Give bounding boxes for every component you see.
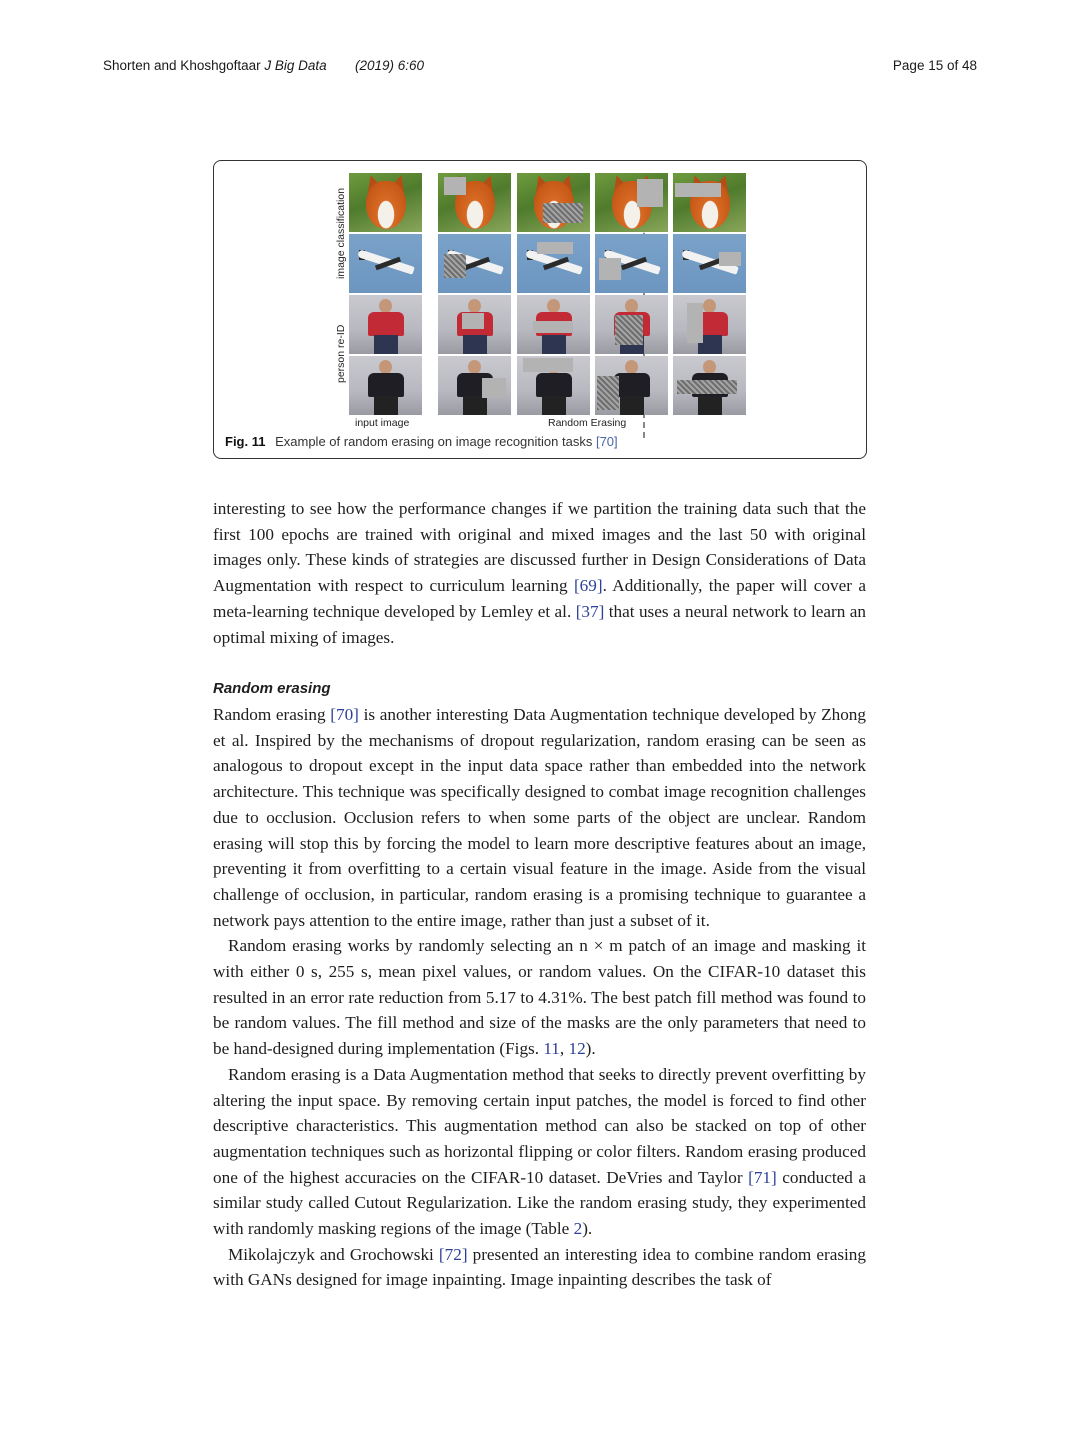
erased-person-image (673, 356, 746, 415)
erased-fox-image (673, 173, 746, 232)
figure-caption-text: Example of random erasing on image recognition tasks (275, 434, 593, 449)
header-citation (103, 58, 425, 73)
page-number: Page 15 of 48 (892, 58, 977, 73)
text-span: . Additionally, the paper will cover a meta-learning technique developed by Lemley et al. (213, 576, 866, 621)
text-span: presented an interesting idea to combine random erasing with GANs designed for image inpainting. Image inpainting describes the task of (213, 1244, 866, 1290)
text-span: ). (585, 1039, 596, 1059)
input-person-red-image (349, 295, 422, 354)
figure-link[interactable]: 12 (568, 1039, 586, 1059)
paragraph-3 (213, 933, 866, 1062)
row-label-person-reid: person re-ID (335, 324, 347, 383)
erased-plane-image (595, 234, 668, 293)
label-random-erasing: Random Erasing (548, 417, 627, 429)
text-span: Random erasing is a Data Augmentation method that seeks to directly prevent overfitting by altering the input space. By removing certain input patches, the model is forced to find other descriptive characteristics. This augmentation method can also be stacked on top of other augmentation techniques such as horizontal flipping or color filters. Random erasing produced one of the highest accuracies on the CIFAR-10 dataset. DeVries and Taylor (213, 1064, 866, 1187)
text-span: is another interesting Data Augmentation technique developed by Zhong et al. Inspired by the mechanisms of dropout regularization, random erasing can be seen as analogous to dropout except in the input data space rather than embedded into the network architecture. This technique was specifically designed to combat image recognition challenges due to occlusion. Occlusion refers to when some parts of the object are unclear. Random erasing will stop this by forcing the model to learn more descriptive features about an image, preventing it from overfitting to a certain visual feature in the image. Aside from the visual challenge of occlusion, in particular, random erasing is a promising technique to guarantee a network pays attention to the entire image, rather than just a subset of it. (213, 705, 866, 930)
label-input-image: input image (355, 417, 410, 429)
running-header (103, 58, 977, 78)
figure-caption-ref[interactable]: [70] (595, 434, 618, 449)
text-span: ). (582, 1219, 593, 1239)
text-span: Mikolajczyk and Grochowski (228, 1244, 439, 1264)
text-span: , (559, 1039, 569, 1059)
section-title: Random erasing (213, 680, 331, 697)
figure-11 (213, 160, 867, 459)
header-authors: Shorten and Khoshgoftaar (103, 58, 261, 73)
erased-person-image (517, 295, 590, 354)
header-year: (2019) 6:60 (355, 58, 425, 73)
erased-fox-image (595, 173, 668, 232)
erased-person-image (517, 356, 590, 415)
citation-link[interactable]: [72] (438, 1244, 468, 1264)
erased-person-image (438, 356, 511, 415)
input-person-dark-image (349, 356, 422, 415)
table-link[interactable]: 2 (573, 1219, 583, 1239)
figure-link[interactable]: 11 (543, 1039, 560, 1059)
citation-link[interactable]: [69] (573, 576, 603, 596)
figure-caption-label: Fig. 11 (225, 434, 266, 449)
citation-link[interactable]: [71] (748, 1167, 777, 1187)
erased-plane-image (438, 234, 511, 293)
erased-person-image (595, 295, 668, 354)
erased-fox-image (438, 173, 511, 232)
paragraph-4 (213, 1062, 866, 1242)
figure-image-grid (214, 161, 866, 458)
text-span: interesting to see how the performance changes if we partition the training data such that the first 100 epochs are trained with original and mixed images and the last 50 with original images only. These kinds of strategies are discussed further in Design Considerations of Data Augmentation with respect to curriculum learning (213, 499, 866, 596)
erased-plane-image (517, 234, 590, 293)
citation-link[interactable]: [37] (575, 601, 605, 621)
input-fox-image (349, 173, 422, 232)
paragraph-5 (213, 1242, 866, 1293)
text-span: Random erasing works by randomly selecting an n × m patch of an image and masking it with either 0 s, 255 s, mean pixel values, or random values. On the CIFAR-10 dataset this resulted in an error rate reduction from 5.17 to 4.31%. The best patch fill method was found to be random values. The fill method and size of the masks are the only parameters that need to be hand-designed during implementation (Figs. (213, 936, 866, 1059)
text-span: that uses a neural network to learn an optimal mixing of images. (213, 601, 866, 647)
paragraph-1 (213, 496, 866, 650)
paragraph-2 (213, 702, 866, 1293)
erased-person-image (673, 295, 746, 354)
figure-caption (225, 434, 618, 449)
citation-link[interactable]: [70] (330, 705, 359, 724)
input-plane-image (349, 234, 422, 293)
erased-person-image (438, 295, 511, 354)
erased-plane-image (673, 234, 746, 293)
text-span: Random erasing (213, 705, 331, 724)
section-random-erasing (213, 679, 866, 699)
text-span: conducted a similar study called Cutout Regularization. Like the random erasing study, they experimented with randomly masking regions of the image (Table (213, 1167, 866, 1239)
erased-person-image (595, 356, 668, 415)
row-label-image-classification: image classification (335, 187, 347, 279)
header-journal: J Big Data (264, 58, 327, 73)
erased-fox-image (517, 173, 590, 232)
